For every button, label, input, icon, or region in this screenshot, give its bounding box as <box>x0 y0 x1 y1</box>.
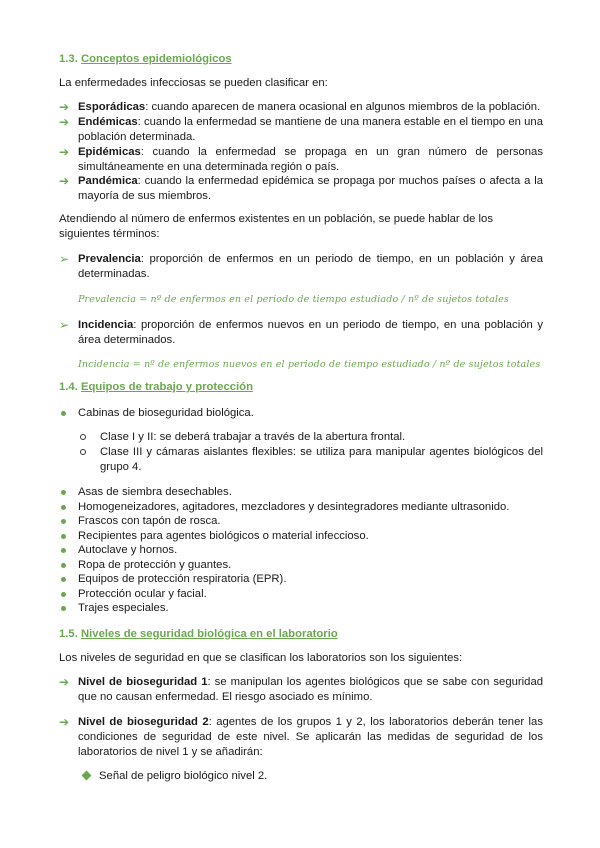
section-number: 1.4. <box>59 381 78 393</box>
intro-paragraph: La enfermedades infecciosas se pueden clasificar en: <box>59 77 328 89</box>
list-item-text: Clase I y II: se deberá trabajar a través de la abertura frontal. <box>100 431 406 443</box>
bullet-icon <box>61 563 66 568</box>
section-heading-1-5 <box>59 627 338 642</box>
arrow-icon: ➔ <box>59 715 70 729</box>
bullet-icon <box>61 534 66 539</box>
bullet-icon <box>61 519 66 524</box>
term: Pandémica <box>78 175 138 187</box>
arrow-icon: ➔ <box>59 100 70 114</box>
formula-prevalencia: Prevalencia = nº de enfermos en el periodo de tiempo estudiado / nº de sujetos totales <box>78 294 509 305</box>
arrow-icon: ➔ <box>59 675 70 689</box>
list-item-text: Asas de siembra desechables. <box>78 486 232 498</box>
section-number: 1.3. <box>59 53 78 65</box>
list-item-text: Señal de peligro biológico nivel 2. <box>99 770 268 782</box>
list-item-text: Ropa de protección y guantes. <box>78 558 232 571</box>
list-item-text: Frascos con tapón de rosca. <box>78 515 221 527</box>
definition: : proporción de enfermos nuevos en un periodo de tiempo, en una población y área determinados. <box>78 319 543 346</box>
bullet-icon <box>61 592 66 597</box>
bullet-icon <box>61 577 66 582</box>
list-item-text: Equipos de protección respiratoria (EPR). <box>78 573 287 585</box>
diamond-bullet-icon <box>82 771 92 781</box>
circle-bullet-icon <box>80 434 86 440</box>
intro-paragraph: Los niveles de seguridad en que se clasifican los laboratorios son los siguientes: <box>59 652 463 664</box>
intro-paragraph-2: Atendiendo al número de enfermos existentes en un población, se puede hablar de los siguientes términos: <box>59 213 493 240</box>
bullet-icon <box>61 606 66 611</box>
section-heading-1-4 <box>59 380 253 395</box>
definition: : cuando la enfermedad se mantiene de una manera estable en el tiempo en una población determinada. <box>78 116 543 143</box>
definition: : se manipulan los agentes biológicos que se sabe con seguridad que no causan enfermedad. El riesgo asociado es mínimo. <box>78 676 544 703</box>
section-number: 1.5. <box>59 628 78 640</box>
section-title: Equipos de trabajo y protección <box>80 381 253 393</box>
list-item-text: Protección ocular y facial. <box>78 587 207 600</box>
definition: : cuando aparecen de manera ocasional en algunos miembros de la población. <box>145 101 541 113</box>
term: Epidémicas <box>78 146 141 158</box>
definition: : proporción de enfermos en un periodo de tiempo, en un población y área determinadas. <box>78 253 543 280</box>
formula-incidencia: Incidencia = nº de enfermos nuevos en el periodo de tiempo estudiado / nº de sujetos totales <box>78 359 541 370</box>
term: Prevalencia <box>78 253 141 265</box>
list-item-text: Recipientes para agentes biológicos o material infeccioso. <box>78 529 369 542</box>
list-item-text: Autoclave y hornos. <box>78 544 178 556</box>
bullet-icon <box>61 411 66 416</box>
term: Nivel de bioseguridad 2 <box>78 716 209 728</box>
term: Nivel de bioseguridad 1 <box>78 676 208 688</box>
section-title: Conceptos epidemiológicos <box>80 53 232 65</box>
list-item-text: Clase III y cámaras aislantes flexibles: se utiliza para manipular agentes biológicos del grupo 4. <box>100 446 543 473</box>
circle-bullet-icon <box>80 449 86 455</box>
term: Incidencia <box>78 319 134 331</box>
list-item-text: Cabinas de bioseguridad biológica. <box>78 407 254 419</box>
arrowhead-icon: ➢ <box>59 318 70 332</box>
arrow-icon: ➔ <box>59 115 70 129</box>
section-title: Niveles de seguridad biológica en el laboratorio <box>80 628 338 640</box>
bullet-icon <box>61 490 66 495</box>
list-item-text: Homogeneizadores, agitadores, mezcladores y desintegradores mediante ultrasonido. <box>78 500 510 513</box>
list-item-text: Trajes especiales. <box>78 602 169 614</box>
arrowhead-icon: ➢ <box>59 252 70 266</box>
definition: : agentes de los grupos 1 y 2, los laboratorios deberán tener las condiciones de seguridad de este nivel. Se aplicarán las medidas de seguridad de los laboratorios de nivel 1 y se añadirán: <box>78 716 543 758</box>
term: Esporádicas <box>78 101 146 113</box>
arrow-icon: ➔ <box>59 174 70 188</box>
bullet-icon <box>61 505 66 510</box>
term: Endémicas <box>78 116 138 128</box>
bullet-icon <box>61 548 66 553</box>
arrow-icon: ➔ <box>59 145 70 159</box>
definition: : cuando la enfermedad epidémica se propaga por muchos países o afecta a la mayoría de sus miembros. <box>78 175 543 202</box>
section-heading-1-3 <box>59 52 232 67</box>
definition: : cuando la enfermedad se propaga en un gran número de personas simultáneamente en una determinada región o país. <box>78 146 543 173</box>
